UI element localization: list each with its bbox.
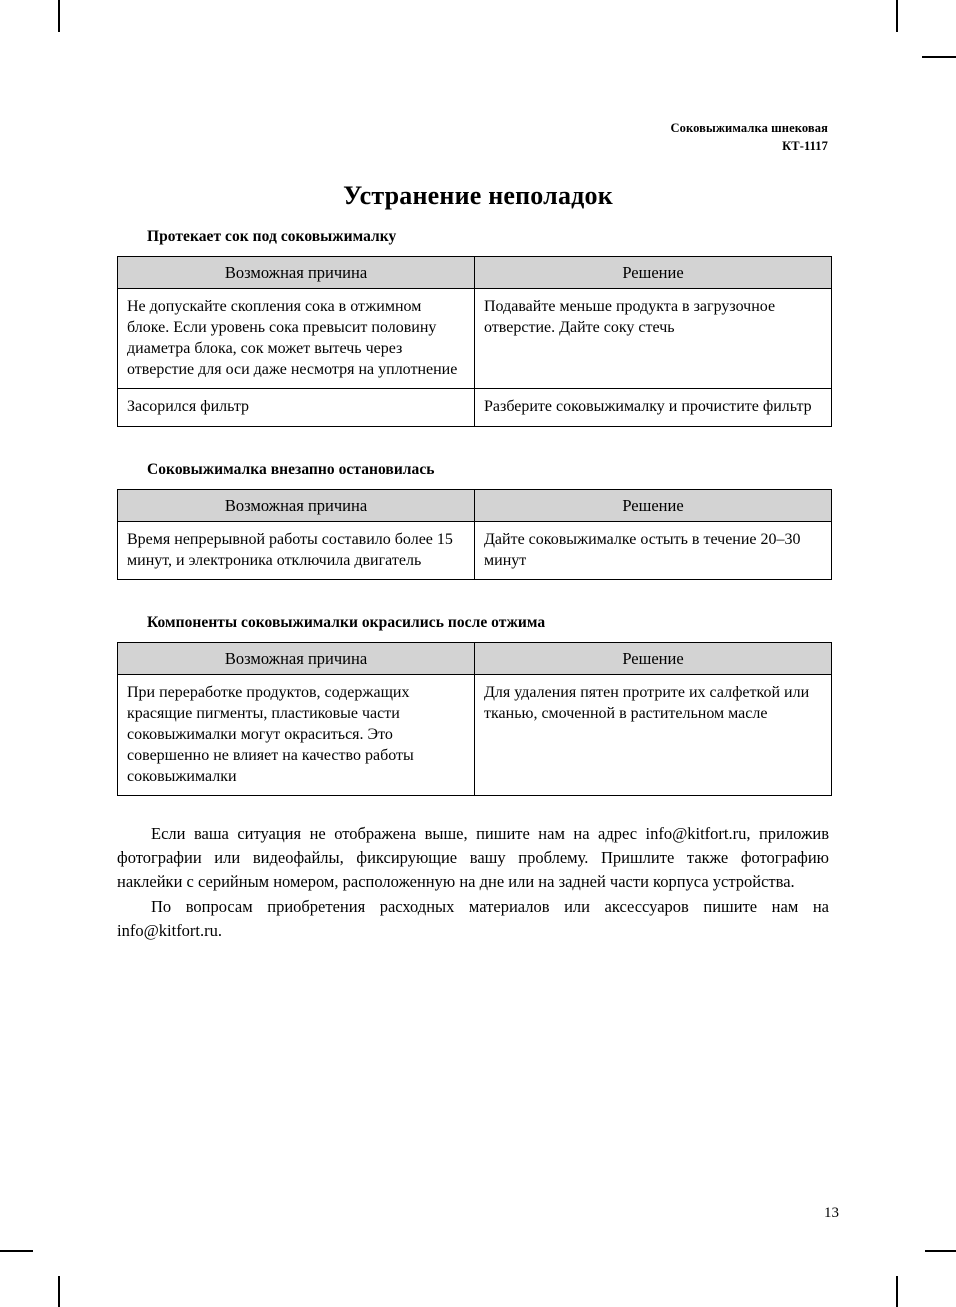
spacer [117,580,829,614]
column-header-solution: Решение [475,642,832,674]
table-header-row [118,489,832,521]
column-header-cause: Возможная причина [118,257,475,289]
running-head-model: КТ-1117 [782,138,828,153]
table-header-row [118,642,832,674]
table-row [118,674,832,796]
running-head-product: Соковыжималка шнековая [670,121,828,135]
table-row [118,289,832,389]
cell-cause: Засорился фильтр [118,389,475,426]
cell-solution: Разберите соковыжималку и прочистите фильтр [475,389,832,426]
cell-cause: Не допускайте скопления сока в отжимном блоке. Если уровень сока превысит половину диаметра блока, сок может вытечь через отверстие для оси даже несмотря на уплотнение [118,289,475,389]
paragraph-accessories: По вопросам приобретения расходных материалов или аксессуаров пишите нам на info@kitfort.ru. [117,897,829,940]
running-head [671,120,828,156]
table-row [118,389,832,426]
table-header-row [118,257,832,289]
section-heading-sudden-stop: Соковыжималка внезапно остановилась [147,460,435,478]
troubleshooting-table-staining [117,642,832,797]
troubleshooting-table-sudden-stop [117,489,832,580]
section-heading-leaking-juice: Протекает сок под соковыжималку [147,228,397,245]
column-header-solution: Решение [475,489,832,521]
section-heading-staining: Компоненты соковыжималки окрасились после отжима [147,613,546,631]
page-number: 13 [824,1205,839,1221]
column-header-cause: Возможная причина [118,489,475,521]
spacer [117,427,829,461]
cell-solution: Подавайте меньше продукта в загрузочное отверстие. Дайте соку стечь [475,289,832,389]
column-header-solution: Решение [475,257,832,289]
troubleshooting-table-leaking-juice [117,256,832,427]
cell-cause: При переработке продуктов, содержащих красящие пигменты, пластиковые части соковыжималки могут окраситься. Это совершенно не влияет на качество работы соковыжималки [118,674,475,796]
cell-solution: Для удаления пятен протрите их салфеткой или тканью, смоченной в растительном масле [475,674,832,796]
paragraph-contact-support: Если ваша ситуация не отображена выше, пишите нам на адрес info@kitfort.ru, приложив фотографии или видеофайлы, фиксирующие вашу проблему. Пришлите также фотографию наклейки с серийным номером, расположенную на дне или на задней части корпуса устройства. [117,824,829,891]
column-header-cause: Возможная причина [118,642,475,674]
page-title: Устранение неполадок [343,181,613,210]
table-row [118,521,832,579]
cell-solution: Дайте соковыжималке остыть в течение 20–30 минут [475,521,832,579]
cell-cause: Время непрерывной работы составило более 15 минут, и электроника отключила двигатель [118,521,475,579]
page-content [117,228,829,942]
